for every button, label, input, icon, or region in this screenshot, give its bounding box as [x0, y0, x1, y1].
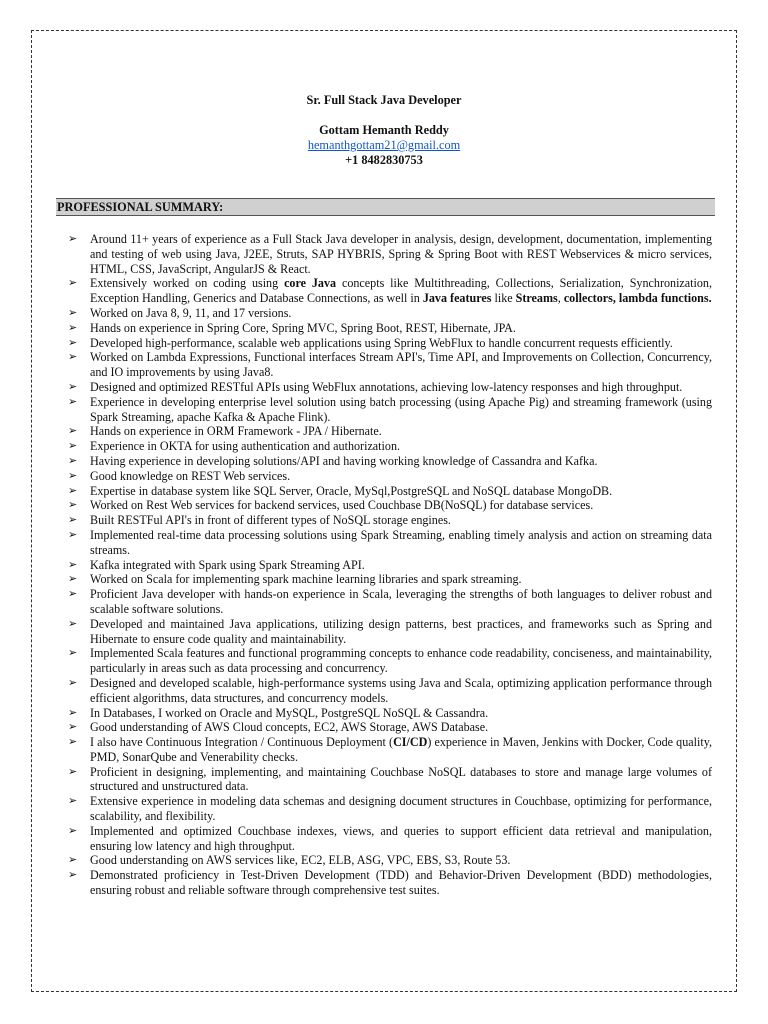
- summary-item-text: [90, 306, 712, 321]
- candidate-name: Gottam Hemanth Reddy: [319, 123, 449, 137]
- resume-header: [0, 93, 768, 168]
- summary-list-item: [64, 484, 712, 499]
- summary-list-item: [64, 587, 712, 617]
- bold-text: collectors, lambda functions.: [563, 291, 712, 306]
- summary-list-item: [64, 706, 712, 721]
- arrow-bullet-icon: ➢: [68, 425, 78, 438]
- summary-item-text: [90, 336, 712, 351]
- arrow-bullet-icon: ➢: [68, 573, 78, 586]
- summary-list-item: [64, 439, 712, 454]
- summary-list-item: [64, 395, 712, 425]
- text-run: Good understanding of AWS Cloud concepts, EC2, AWS Storage, AWS Database.: [90, 720, 489, 735]
- summary-item-text: [90, 868, 712, 898]
- summary-list-item: [64, 513, 712, 528]
- summary-item-text: [90, 454, 712, 469]
- summary-item-text: [90, 232, 712, 276]
- text-run: Experience in developing enterprise level solution using batch processing (using Apache Pig) and streaming framework (using Spark Streaming, apache Kafka & Apache Flink).: [90, 394, 712, 424]
- text-run: Experience in OKTA for using authentication and authorization.: [90, 439, 401, 454]
- summary-item-text: [90, 484, 712, 499]
- summary-list: [64, 232, 712, 898]
- bold-text: CI/CD: [393, 735, 428, 750]
- arrow-bullet-icon: ➢: [68, 869, 78, 882]
- arrow-bullet-icon: ➢: [68, 854, 78, 867]
- summary-list-item: [64, 853, 712, 868]
- arrow-bullet-icon: ➢: [68, 336, 78, 349]
- text-run: Worked on Java 8, 9, 11, and 17 versions.: [90, 305, 292, 320]
- arrow-bullet-icon: ➢: [68, 706, 78, 719]
- arrow-bullet-icon: ➢: [68, 721, 78, 734]
- arrow-bullet-icon: ➢: [68, 558, 78, 571]
- summary-item-text: [90, 587, 712, 617]
- arrow-bullet-icon: ➢: [68, 736, 78, 749]
- text-run: Designed and optimized RESTful APIs using WebFlux annotations, achieving low-latency responses and high throughput.: [90, 379, 683, 394]
- text-run: Developed and maintained Java applications, utilizing design patterns, best practices, and frameworks such as Spring and Hibernate to ensure code quality and maintainability.: [90, 616, 712, 646]
- summary-list-item: [64, 794, 712, 824]
- summary-item-text: [90, 439, 712, 454]
- text-run: Extensive experience in modeling data schemas and designing document structures in Couchbase, optimizing for performance, scalability, and flexibility.: [90, 794, 712, 824]
- summary-item-text: [90, 735, 712, 765]
- summary-item-text: [90, 321, 712, 336]
- text-run: Worked on Rest Web services for backend services, used Couchbase DB(NoSQL) for database services.: [90, 498, 594, 513]
- text-run: concepts like Multithreading, Collections, Serialization, Synchronization, Exception Handling, Generics and Database Connections, as well in: [90, 276, 712, 306]
- summary-item-text: [90, 617, 712, 647]
- summary-list-item: [64, 735, 712, 765]
- arrow-bullet-icon: ➢: [68, 514, 78, 527]
- bold-text: Java features: [422, 291, 492, 306]
- text-run: Developed high-performance, scalable web applications using Spring WebFlux to handle concurrent requests efficiently.: [90, 335, 673, 350]
- text-run: ) experience in Maven, Jenkins with Docker, Code quality, PMD, SonarQube and Venerability checks.: [90, 735, 712, 764]
- summary-list-item: [64, 469, 712, 484]
- summary-item-text: [90, 824, 712, 854]
- summary-list-item: [64, 424, 712, 439]
- summary-item-text: [90, 469, 712, 484]
- summary-list-item: [64, 528, 712, 558]
- summary-list-item: [64, 646, 712, 676]
- summary-list-item: [64, 676, 712, 706]
- text-run: ,: [557, 291, 564, 306]
- arrow-bullet-icon: ➢: [68, 277, 78, 290]
- text-run: Around 11+ years of experience as a Full Stack Java developer in analysis, design, development, documentation, implementing and testing of web using Java, J2EE, Struts, SAP HYBRIS, Spring & Spring Boot with REST Webservices & micro services, HTML, CSS, JavaScript, AngularJS & React.: [90, 232, 712, 276]
- arrow-bullet-icon: ➢: [68, 454, 78, 467]
- summary-list-item: [64, 232, 712, 276]
- summary-list-item: [64, 868, 712, 898]
- text-run: Demonstrated proficiency in Test-Driven Development (TDD) and Behavior-Driven Development (BDD) methodologies, ensuring robust and reliable software through comprehensive test suites.: [90, 868, 712, 898]
- text-run: Good knowledge on REST Web services.: [90, 468, 291, 483]
- summary-list-item: [64, 765, 712, 795]
- arrow-bullet-icon: ➢: [68, 321, 78, 334]
- arrow-bullet-icon: ➢: [68, 440, 78, 453]
- text-run: Implemented real-time data processing solutions using Spark Streaming, enabling timely analysis and action on streaming data streams.: [90, 527, 712, 557]
- summary-list-item: [64, 572, 712, 587]
- summary-list-item: [64, 276, 712, 306]
- text-run: Built RESTFul API's in front of different types of NoSQL storage engines.: [90, 513, 451, 528]
- summary-list-item: [64, 720, 712, 735]
- text-run: Kafka integrated with Spark using Spark Streaming API.: [90, 557, 365, 572]
- arrow-bullet-icon: ➢: [68, 499, 78, 512]
- arrow-bullet-icon: ➢: [68, 306, 78, 319]
- summary-list-item: [64, 558, 712, 573]
- summary-item-text: [90, 380, 712, 395]
- text-run: like: [491, 291, 516, 306]
- text-run: Hands on experience in ORM Framework - JPA / Hibernate.: [90, 424, 382, 439]
- text-run: Designed and developed scalable, high-performance systems using Java and Scala, optimizing application performance through efficient algorithms, data structures, and concurrency models.: [90, 675, 712, 705]
- summary-list-item: [64, 454, 712, 469]
- summary-list-item: [64, 336, 712, 351]
- summary-item-text: [90, 350, 712, 380]
- arrow-bullet-icon: ➢: [68, 233, 78, 245]
- summary-item-text: [90, 646, 712, 676]
- summary-list-item: [64, 380, 712, 395]
- text-run: I also have Continuous Integration / Continuous Deployment (: [90, 735, 394, 750]
- summary-list-item: [64, 321, 712, 336]
- text-run: Proficient in designing, implementing, and maintaining Couchbase NoSQL databases to store and manage large volumes of structured and unstructured data.: [90, 764, 712, 794]
- arrow-bullet-icon: ➢: [68, 676, 78, 689]
- arrow-bullet-icon: ➢: [68, 588, 78, 601]
- arrow-bullet-icon: ➢: [68, 484, 78, 497]
- summary-item-text: [90, 528, 712, 558]
- summary-item-text: [90, 853, 712, 868]
- arrow-bullet-icon: ➢: [68, 765, 78, 778]
- arrow-bullet-icon: ➢: [68, 528, 78, 541]
- arrow-bullet-icon: ➢: [68, 380, 78, 393]
- phone-number: +1 8482830753: [345, 153, 423, 167]
- email-link[interactable]: hemanthgottam21@gmail.com: [307, 138, 461, 152]
- text-run: Having experience in developing solutions/API and having working knowledge of Cassandra and Kafka.: [90, 453, 598, 468]
- summary-item-text: [90, 276, 712, 306]
- text-run: Extensively worked on coding using: [90, 276, 285, 291]
- summary-item-text: [90, 558, 712, 573]
- summary-item-text: [90, 498, 712, 513]
- bold-text: Streams: [515, 291, 558, 306]
- section-heading: PROFESSIONAL SUMMARY:: [56, 198, 715, 216]
- summary-item-text: [90, 706, 712, 721]
- summary-item-text: [90, 395, 712, 425]
- text-run: Proficient Java developer with hands-on experience in Scala, leveraging the strengths of both languages to deliver robust and scalable software solutions.: [90, 587, 712, 616]
- text-run: Worked on Scala for implementing spark machine learning libraries and spark streaming.: [90, 572, 522, 587]
- arrow-bullet-icon: ➢: [68, 617, 78, 630]
- summary-list-item: [64, 498, 712, 513]
- summary-item-text: [90, 572, 712, 587]
- summary-list-item: [64, 306, 712, 321]
- summary-item-text: [90, 424, 712, 439]
- summary-list-item: [64, 824, 712, 854]
- text-run: Worked on Lambda Expressions, Functional interfaces Stream API's, Time API, and Improvements on Collection, Concurrency, and IO improvements by using Java8.: [90, 350, 712, 380]
- summary-item-text: [90, 794, 712, 824]
- summary-item-text: [90, 513, 712, 528]
- arrow-bullet-icon: ➢: [68, 647, 78, 660]
- job-title: Sr. Full Stack Java Developer: [306, 93, 462, 107]
- summary-item-text: [90, 765, 712, 795]
- summary-list-item: [64, 617, 712, 647]
- arrow-bullet-icon: ➢: [68, 395, 78, 408]
- text-run: Hands on experience in Spring Core, Spring MVC, Spring Boot, REST, Hibernate, JPA.: [90, 320, 516, 335]
- arrow-bullet-icon: ➢: [68, 795, 78, 808]
- summary-item-text: [90, 676, 712, 706]
- summary-list-item: [64, 350, 712, 380]
- text-run: In Databases, I worked on Oracle and MySQL, PostgreSQL NoSQL & Cassandra.: [90, 705, 489, 720]
- arrow-bullet-icon: ➢: [68, 469, 78, 482]
- bold-text: core Java: [284, 276, 337, 291]
- arrow-bullet-icon: ➢: [68, 351, 78, 364]
- text-run: Good understanding on AWS services like, EC2, ELB, ASG, VPC, EBS, S3, Route 53.: [90, 853, 511, 868]
- text-run: Implemented Scala features and functional programming concepts to enhance code readability, conciseness, and maintainability, particularly in areas such as data processing and concurrency.: [90, 646, 712, 676]
- text-run: Expertise in database system like SQL Server, Oracle, MySql,PostgreSQL and NoSQL database MongoDB.: [90, 483, 613, 498]
- summary-item-text: [90, 720, 712, 735]
- arrow-bullet-icon: ➢: [68, 824, 78, 837]
- text-run: Implemented and optimized Couchbase indexes, views, and queries to support efficient data retrieval and manipulation, ensuring low latency and high throughput.: [90, 823, 712, 853]
